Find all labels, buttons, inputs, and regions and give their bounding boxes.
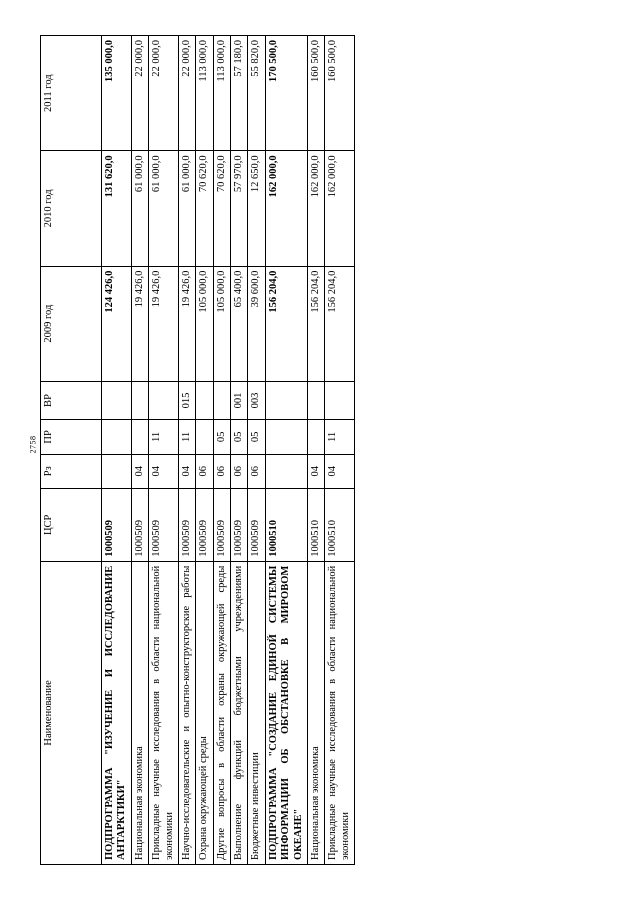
cell-rz [265, 454, 307, 488]
table-header-row [41, 36, 102, 865]
cell-year-2009: 19 426,0 [131, 266, 148, 381]
table-row [248, 36, 265, 865]
cell-year-2009: 105 000,0 [196, 266, 213, 381]
cell-pr: 05 [248, 420, 265, 454]
cell-csr: 1000509 [213, 488, 230, 561]
column-header-pr: ПР [41, 420, 102, 454]
cell-pr [196, 420, 213, 454]
cell-rz: 04 [131, 454, 148, 488]
cell-name: Научно-исследовательские и опытно-конструкторские работы [178, 561, 195, 864]
cell-pr [131, 420, 148, 454]
table-row [213, 36, 230, 865]
cell-year-2011: 113 000,0 [213, 36, 230, 151]
cell-year-2009: 105 000,0 [213, 266, 230, 381]
cell-name: Прикладные научные исследования в области национальной экономики [325, 561, 355, 864]
cell-year-2010: 162 000,0 [265, 151, 307, 266]
cell-year-2011: 113 000,0 [196, 36, 213, 151]
budget-table [40, 35, 355, 865]
cell-year-2011: 55 820,0 [248, 36, 265, 151]
cell-csr: 1000510 [307, 488, 324, 561]
table-row [102, 36, 132, 865]
cell-vr [102, 381, 132, 419]
cell-vr [265, 381, 307, 419]
cell-rz [102, 454, 132, 488]
cell-name: Национальная экономика [307, 561, 324, 864]
cell-pr: 11 [149, 420, 179, 454]
cell-name: Другие вопросы в области охраны окружающей среды [213, 561, 230, 864]
cell-year-2011: 170 500,0 [265, 36, 307, 151]
cell-year-2010: 162 000,0 [307, 151, 324, 266]
rotated-table-wrapper [40, 35, 600, 865]
cell-year-2010: 61 000,0 [178, 151, 195, 266]
cell-name: Бюджетные инвестиции [248, 561, 265, 864]
cell-pr: 11 [178, 420, 195, 454]
cell-year-2009: 156 204,0 [325, 266, 355, 381]
cell-year-2010: 131 620,0 [102, 151, 132, 266]
cell-vr [149, 381, 179, 419]
cell-pr: 05 [231, 420, 248, 454]
table-row [231, 36, 248, 865]
cell-year-2009: 124 426,0 [102, 266, 132, 381]
cell-year-2011: 22 000,0 [178, 36, 195, 151]
cell-name: Национальная экономика [131, 561, 148, 864]
cell-year-2011: 22 000,0 [131, 36, 148, 151]
column-header-name: Наименование [41, 561, 102, 864]
table-row [178, 36, 195, 865]
cell-name: Охрана окружающей среды [196, 561, 213, 864]
cell-year-2011: 135 000,0 [102, 36, 132, 151]
cell-rz: 06 [248, 454, 265, 488]
cell-rz: 04 [178, 454, 195, 488]
column-header-rz: Рз [41, 454, 102, 488]
cell-csr: 1000510 [325, 488, 355, 561]
cell-year-2009: 156 204,0 [265, 266, 307, 381]
cell-year-2010: 57 970,0 [231, 151, 248, 266]
column-header-year-2010: 2010 год [41, 151, 102, 266]
cell-csr: 1000509 [248, 488, 265, 561]
table-body [102, 36, 355, 865]
cell-pr: 11 [325, 420, 355, 454]
cell-name: ПОДПРОГРАММА "СОЗДАНИЕ ЕДИНОЙ СИСТЕМЫ ИНФОРМАЦИИ ОБ ОБСТАНОВКЕ В МИРОВОМ ОКЕАНЕ" [265, 561, 307, 864]
cell-name: Выполнение функций бюджетными учреждениями [231, 561, 248, 864]
table-row [131, 36, 148, 865]
cell-rz: 06 [196, 454, 213, 488]
cell-year-2010: 162 000,0 [325, 151, 355, 266]
column-header-vr: ВР [41, 381, 102, 419]
table-header [41, 36, 102, 865]
cell-year-2010: 70 620,0 [213, 151, 230, 266]
table-row [307, 36, 324, 865]
cell-vr [307, 381, 324, 419]
cell-year-2011: 22 000,0 [149, 36, 179, 151]
cell-year-2011: 57 180,0 [231, 36, 248, 151]
page-number: 2758 [28, 435, 38, 454]
table-row [149, 36, 179, 865]
column-header-csr: ЦСР [41, 488, 102, 561]
table-row [325, 36, 355, 865]
cell-csr: 1000509 [149, 488, 179, 561]
cell-year-2010: 70 620,0 [196, 151, 213, 266]
cell-vr [325, 381, 355, 419]
cell-csr: 1000509 [102, 488, 132, 561]
cell-rz: 04 [325, 454, 355, 488]
column-header-year-2011: 2011 год [41, 36, 102, 151]
cell-vr [196, 381, 213, 419]
cell-vr [213, 381, 230, 419]
cell-rz: 04 [149, 454, 179, 488]
cell-rz: 04 [307, 454, 324, 488]
cell-csr: 1000510 [265, 488, 307, 561]
cell-name: Прикладные научные исследования в области национальной экономики [149, 561, 179, 864]
cell-year-2009: 19 426,0 [149, 266, 179, 381]
cell-year-2011: 160 500,0 [325, 36, 355, 151]
cell-year-2009: 39 600,0 [248, 266, 265, 381]
cell-name: ПОДПРОГРАММА "ИЗУЧЕНИЕ И ИССЛЕДОВАНИЕ АНТАРКТИКИ" [102, 561, 132, 864]
cell-pr [307, 420, 324, 454]
cell-vr: 015 [178, 381, 195, 419]
cell-csr: 1000509 [231, 488, 248, 561]
cell-csr: 1000509 [178, 488, 195, 561]
cell-rz: 06 [231, 454, 248, 488]
table-row [265, 36, 307, 865]
column-header-year-2009: 2009 год [41, 266, 102, 381]
cell-vr: 001 [231, 381, 248, 419]
cell-year-2009: 19 426,0 [178, 266, 195, 381]
cell-rz: 06 [213, 454, 230, 488]
cell-csr: 1000509 [196, 488, 213, 561]
cell-pr: 05 [213, 420, 230, 454]
cell-pr [102, 420, 132, 454]
cell-year-2010: 61 000,0 [149, 151, 179, 266]
table-row [196, 36, 213, 865]
cell-csr: 1000509 [131, 488, 148, 561]
cell-pr [265, 420, 307, 454]
cell-year-2009: 156 204,0 [307, 266, 324, 381]
cell-vr: 003 [248, 381, 265, 419]
cell-vr [131, 381, 148, 419]
cell-year-2011: 160 500,0 [307, 36, 324, 151]
cell-year-2009: 65 400,0 [231, 266, 248, 381]
cell-year-2010: 12 650,0 [248, 151, 265, 266]
cell-year-2010: 61 000,0 [131, 151, 148, 266]
